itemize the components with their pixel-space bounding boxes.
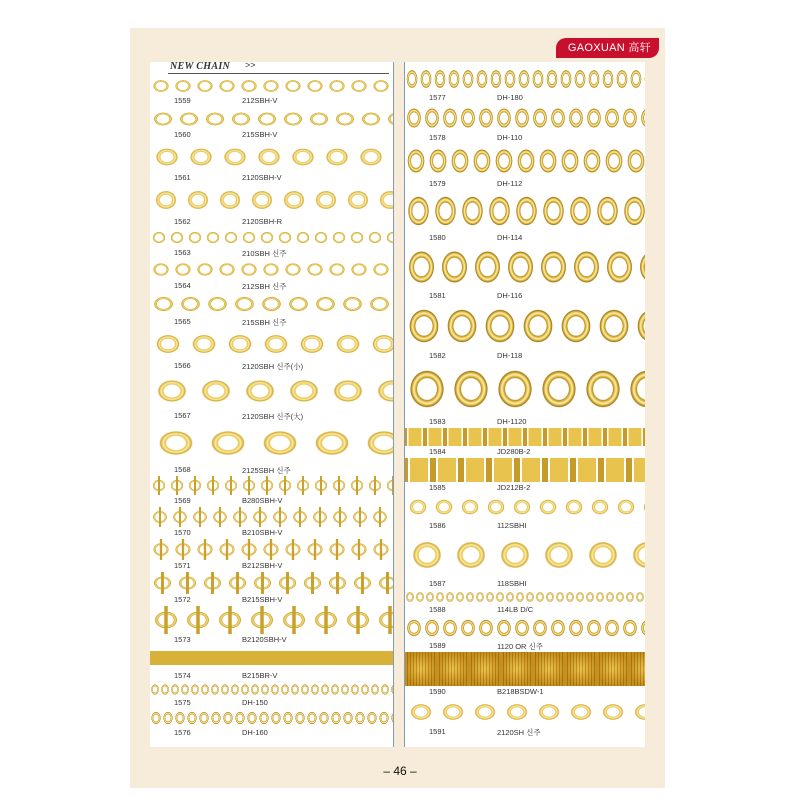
item-code: 212SBH-V: [242, 96, 278, 105]
item-label: [150, 173, 393, 184]
item-code: DH-116: [497, 291, 523, 300]
item-code: 2120SBH 신주(大): [242, 412, 304, 421]
section-title: NEW CHAIN: [170, 62, 231, 72]
item-label: [405, 417, 645, 428]
item-code: 112SBHI: [497, 521, 527, 530]
page-number: – 46 –: [383, 764, 417, 778]
item-code: 210SBH 신주: [242, 249, 287, 258]
item-label: [150, 217, 393, 228]
item-number: 1568: [174, 465, 191, 474]
item-label: [150, 595, 393, 606]
item-number: 1567: [174, 411, 191, 420]
item-label: [150, 635, 393, 646]
item-code: JD212B-2: [497, 483, 531, 492]
chain-image: [150, 572, 393, 594]
item-number: 1577: [429, 93, 446, 102]
chain-item: [405, 190, 645, 244]
chain-item: [405, 244, 645, 302]
item-label: [150, 671, 393, 682]
chain-item: [150, 606, 393, 646]
right-column: [404, 62, 645, 747]
chain-image: [150, 184, 393, 216]
item-code: B215SBH-V: [242, 595, 283, 604]
chain-item: [150, 328, 393, 372]
item-label: [405, 133, 645, 144]
chain-image: [150, 228, 393, 247]
item-label: [150, 96, 393, 107]
chain-image: [405, 652, 645, 686]
chain-image: [150, 646, 393, 670]
item-code: DH-1120: [497, 417, 527, 426]
chain-item: [150, 76, 393, 108]
chain-item: [405, 104, 645, 144]
brand-badge: GAOXUAN 高轩: [556, 38, 659, 58]
item-number: 1560: [174, 130, 191, 139]
item-number: 1579: [429, 179, 446, 188]
chain-image: [150, 507, 393, 527]
item-label: [405, 233, 645, 244]
chain-item: [150, 709, 393, 739]
chain-image: [150, 292, 393, 316]
item-label: [405, 605, 645, 616]
item-number: 1589: [429, 641, 446, 650]
chain-image: [405, 362, 645, 416]
item-label: [150, 728, 393, 739]
item-label: [405, 179, 645, 190]
chain-image: [150, 259, 393, 280]
chain-image: [405, 428, 645, 446]
chain-image: [405, 698, 645, 726]
item-number: 1561: [174, 173, 191, 182]
chain-item: [150, 572, 393, 606]
item-number: 1574: [174, 671, 191, 680]
item-number: 1566: [174, 361, 191, 370]
item-number: 1585: [429, 483, 446, 492]
chain-item: [150, 539, 393, 572]
section-header: [150, 62, 393, 76]
item-number: 1584: [429, 447, 446, 456]
item-number: 1562: [174, 217, 191, 226]
chain-image: [405, 458, 645, 482]
item-number: 1580: [429, 233, 446, 242]
item-label: [405, 727, 645, 738]
chain-item: [150, 372, 393, 422]
item-code: 2120SBH-V: [242, 173, 282, 182]
chain-item: [405, 144, 645, 190]
item-number: 1576: [174, 728, 191, 737]
chain-image: [405, 144, 645, 178]
chain-image: [150, 76, 393, 96]
chain-item: [405, 428, 645, 458]
chain-item: [150, 292, 393, 328]
item-number: 1573: [174, 635, 191, 644]
item-number: 1571: [174, 561, 191, 570]
chain-image: [150, 709, 393, 727]
chain-image: [150, 372, 393, 410]
chain-image: [150, 606, 393, 634]
item-code: 114LB D/C: [497, 605, 534, 614]
item-code: 212SBH 신주: [242, 282, 287, 291]
item-label: [405, 641, 645, 652]
item-label: [405, 351, 645, 362]
item-label: [150, 561, 393, 572]
chain-image: [150, 328, 393, 360]
chain-image: [405, 66, 645, 92]
chain-item: [150, 108, 393, 142]
item-number: 1588: [429, 605, 446, 614]
item-code: 2120SBH 신주(小): [242, 362, 304, 371]
item-label: [405, 687, 645, 698]
chain-item: [150, 259, 393, 292]
chain-item: [150, 507, 393, 539]
chain-item: [405, 590, 645, 616]
chain-item: [150, 422, 393, 476]
item-number: 1581: [429, 291, 446, 300]
chain-item: [405, 698, 645, 738]
item-label: [150, 698, 393, 709]
item-label: [150, 317, 393, 328]
item-code: JD280B-2: [497, 447, 531, 456]
chain-item: [405, 652, 645, 698]
item-code: DH-180: [497, 93, 523, 102]
item-code: DH-114: [497, 233, 523, 242]
chain-image: [405, 616, 645, 640]
item-number: 1583: [429, 417, 446, 426]
item-code: B218BSDW-1: [497, 687, 544, 696]
item-code: 215SBH-V: [242, 130, 278, 139]
chain-image: [150, 682, 393, 697]
item-label: [150, 496, 393, 507]
chain-item: [150, 228, 393, 259]
chain-item: [405, 66, 645, 104]
item-number: 1590: [429, 687, 446, 696]
item-code: DH-110: [497, 133, 523, 142]
left-column: [150, 62, 394, 747]
item-label: [150, 248, 393, 259]
item-number: 1591: [429, 727, 446, 736]
item-label: [150, 130, 393, 141]
item-label: [405, 521, 645, 532]
chain-image: [150, 539, 393, 560]
chain-item: [405, 458, 645, 494]
chain-image: [405, 190, 645, 232]
item-code: 2125SBH 신주: [242, 466, 291, 475]
item-code: B210SBH-V: [242, 528, 283, 537]
section-rule: [168, 73, 389, 74]
item-code: 118SBHI: [497, 579, 527, 588]
item-number: 1565: [174, 317, 191, 326]
chain-item: [405, 302, 645, 362]
item-code: DH-118: [497, 351, 523, 360]
item-number: 1570: [174, 528, 191, 537]
item-label: [150, 528, 393, 539]
double-arrow-icon: >>: [245, 62, 256, 70]
item-label: [405, 291, 645, 302]
item-code: B280SBH-V: [242, 496, 283, 505]
chain-item: [150, 646, 393, 682]
chain-item: [405, 532, 645, 590]
item-label: [405, 93, 645, 104]
item-code: 2120SBH-R: [242, 217, 283, 226]
chain-image: [405, 590, 645, 604]
chain-item: [150, 682, 393, 709]
chain-image: [405, 104, 645, 132]
item-number: 1564: [174, 281, 191, 290]
item-code: 2120SH 신주: [497, 728, 541, 737]
item-code: 1120 OR 신주: [497, 642, 544, 651]
item-code: B212SBH-V: [242, 561, 283, 570]
item-code: 215SBH 신주: [242, 318, 287, 327]
item-label: [405, 579, 645, 590]
item-number: 1575: [174, 698, 191, 707]
item-number: 1559: [174, 96, 191, 105]
chain-item: [405, 616, 645, 652]
chain-image: [405, 302, 645, 350]
item-label: [150, 361, 393, 372]
chain-item: [405, 362, 645, 428]
item-number: 1572: [174, 595, 191, 604]
item-code: DH-150: [242, 698, 268, 707]
item-code: DH-160: [242, 728, 268, 737]
item-code: DH-112: [497, 179, 523, 188]
chain-item: [150, 142, 393, 184]
item-label: [150, 281, 393, 292]
item-number: 1586: [429, 521, 446, 530]
chain-image: [150, 142, 393, 172]
chain-item: [150, 476, 393, 507]
item-code: B2120SBH-V: [242, 635, 287, 644]
item-code: B215BR-V: [242, 671, 278, 680]
chain-image: [405, 532, 645, 578]
item-number: 1569: [174, 496, 191, 505]
chain-image: [150, 108, 393, 130]
chain-image: [405, 244, 645, 290]
item-label: [150, 465, 393, 476]
chain-image: [150, 476, 393, 495]
item-number: 1578: [429, 133, 446, 142]
item-label: [405, 483, 645, 494]
item-label: [405, 447, 645, 458]
item-number: 1587: [429, 579, 446, 588]
chain-image: [405, 494, 645, 520]
item-number: 1582: [429, 351, 446, 360]
chain-image: [150, 422, 393, 464]
chain-item: [150, 184, 393, 228]
chain-item: [405, 494, 645, 532]
item-number: 1563: [174, 248, 191, 257]
item-label: [150, 411, 393, 422]
